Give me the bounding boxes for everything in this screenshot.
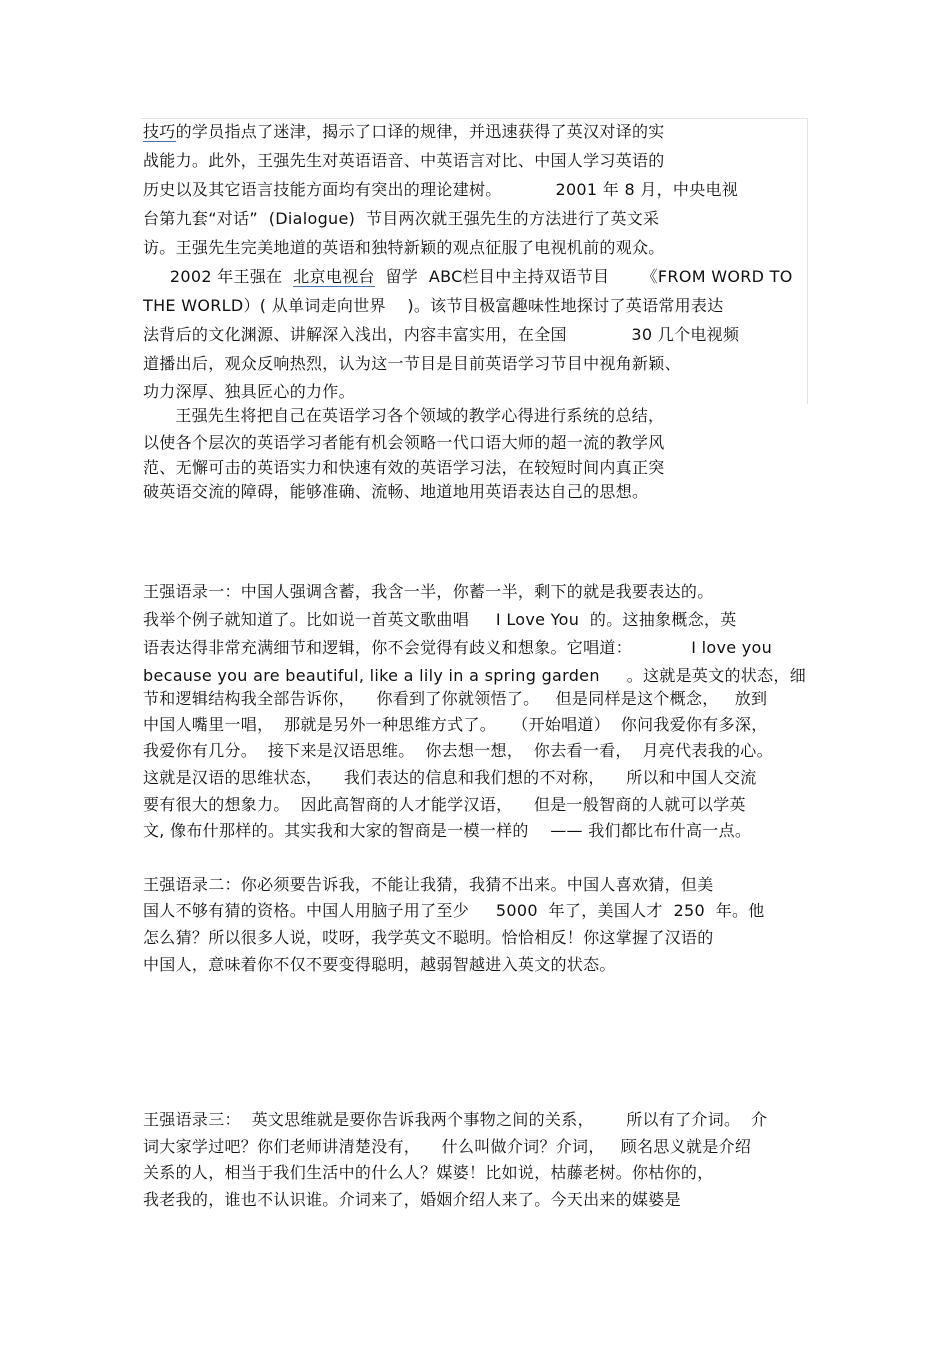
text-line: 词大家学过吧？你们老师讲清楚没有， 什么叫做介词？介词， 顾名思义就是介绍	[143, 1137, 752, 1156]
text-line	[143, 122, 665, 142]
hyperlink-beijing-tv[interactable]: 北京电视台	[293, 267, 375, 286]
text-line: because you are beautiful, like a lily in a spring garden 。这就是英文的状态，细	[143, 666, 806, 685]
text-line: 破英语交流的障碍，能够准确、流畅、地道地用英语表达自己的思想。	[143, 482, 649, 501]
text-line: 关系的人，相当于我们生活中的什么人？媒婆！比如说，枯藤老树。你枯你的，	[143, 1163, 714, 1182]
text-line: 王强先生将把自己在英语学习各个领域的教学心得进行系统的总结，	[143, 406, 665, 425]
text-line: 以使各个层次的英语学习者能有机会领略一代口语大师的超一流的教学风	[143, 433, 665, 452]
text-line: 我举个例子就知道了。比如说一首英文歌曲唱 I Love You 的。这抽象概念，英	[143, 610, 737, 629]
text-span: 2002 年王强在	[143, 267, 294, 286]
hyperlink-skill[interactable]: 技巧	[143, 122, 176, 141]
text-line: 中国人，意味着你不仅不要变得聪明，越弱智越进入英文的状态。	[143, 955, 616, 974]
text-line: 道播出后，观众反响热烈，认为这一节目是目前英语学习节目中视角新颖、	[143, 354, 681, 373]
text-line: 文, 像布什那样的。其实我和大家的智商是一模一样的 —— 我们都比布什高一点。	[143, 821, 752, 840]
text-line: 国人不够有猜的资格。中国人用脑子用了至少 5000 年了，美国人才 250 年。他	[143, 901, 765, 920]
text-span: 留学 ABC栏目中主持双语节目 《FROM WORD TO	[374, 267, 793, 286]
text-line: 战能力。此外，王强先生对英语语音、中英语言对比、中国人学习英语的	[143, 151, 665, 170]
text-line: THE WORLD）( 从单词走向世界 )。该节目极富趣味性地探讨了英语常用表达	[143, 296, 724, 315]
text-line: 怎么猜？所以很多人说，哎呀，我学英文不聪明。恰恰相反！你这掌握了汉语的	[143, 928, 714, 947]
text-line: 功力深厚、独具匠心的力作。	[143, 382, 355, 401]
text-line: 节和逻辑结构我全部告诉你， 你看到了你就领悟了。 但是同样是这个概念， 放到	[143, 689, 768, 708]
text-line: 王强语录三： 英文思维就是要你告诉我两个事物之间的关系， 所以有了介词。 介	[143, 1110, 768, 1129]
text-line: 中国人嘴里一唱， 那就是另外一种思维方式了。 （开始唱道） 你问我爱你有多深，	[143, 715, 768, 734]
text-line: 王强语录二：你必须要告诉我，不能让我猜，我猜不出来。中国人喜欢猜，但美	[143, 875, 714, 894]
text-span: 的学员指点了迷津，揭示了口译的规律，并迅速获得了英汉对译的实	[175, 122, 665, 141]
text-line: 范、无懈可击的英语实力和快速有效的英语学习法，在较短时间内真正突	[143, 458, 665, 477]
text-line: 历史以及其它语言技能方面均有突出的理论建树。 2001 年 8 月，中央电视	[143, 180, 739, 199]
text-line: 要有很大的想象力。 因此高智商的人才能学汉语， 但是一般智商的人就可以学英	[143, 795, 746, 814]
text-line	[143, 267, 793, 287]
text-line: 台第九套“对话” (Dialogue) 节目两次就王强先生的方法进行了英文采	[143, 209, 660, 228]
text-line: 访。王强先生完美地道的英语和独特新颖的观点征服了电视机前的观众。	[143, 238, 665, 257]
text-line: 法背后的文化渊源、讲解深入浅出，内容丰富实用，在全国 30 几个电视频	[143, 325, 740, 344]
text-line: 王强语录一：中国人强调含蓄，我含一半，你蓄一半，剩下的就是我要表达的。	[143, 582, 714, 601]
text-line: 我爱你有几分。 接下来是汉语思维。 你去想一想， 你去看一看， 月亮代表我的心。	[143, 741, 773, 760]
text-line: 这就是汉语的思维状态， 我们表达的信息和我们想的不对称， 所以和中国人交流	[143, 768, 757, 787]
text-line: 语表达得非常充满细节和逻辑，你不会觉得有歧义和想象。它唱道： I love you	[143, 638, 773, 657]
text-line: 我老我的，谁也不认识谁。介词来了，婚姻介绍人来了。今天出来的媒婆是	[143, 1190, 681, 1209]
